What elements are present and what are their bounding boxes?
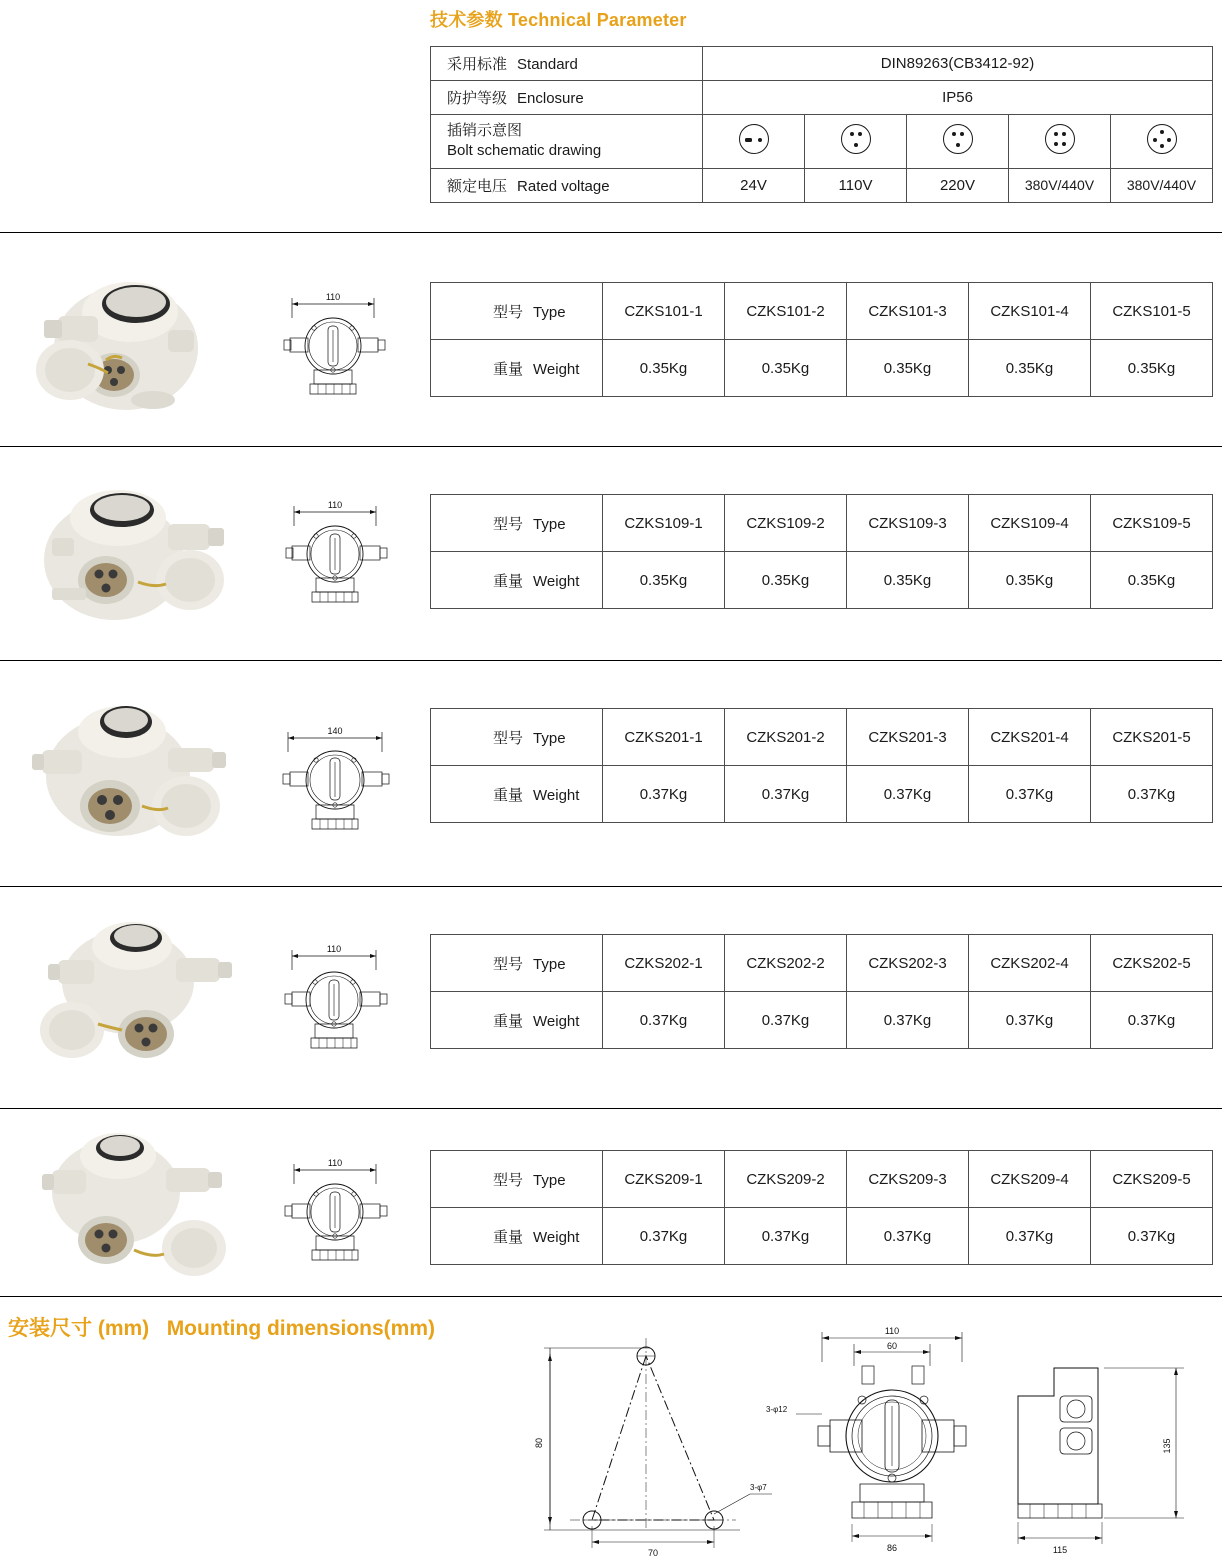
weight-value: 0.37Kg: [847, 1208, 969, 1265]
table-row: [431, 1151, 1213, 1208]
czks202-outline-drawing: [262, 930, 412, 1080]
svg-text:135: 135: [1162, 1438, 1172, 1454]
product-row-czks202: [0, 908, 1222, 1098]
table-row: [431, 992, 1213, 1049]
czks202-product-photo: [18, 912, 253, 1077]
bolt-4pin-icon: [1009, 115, 1111, 169]
standard-label: [431, 47, 703, 81]
weight-label: 重量 Weight: [431, 992, 603, 1049]
weight-value: 0.37Kg: [1091, 1208, 1213, 1265]
type-label: 型号 Type: [431, 283, 603, 340]
type-value: CZKS109-1: [603, 495, 725, 552]
table-row: [431, 766, 1213, 823]
weight-value: 0.37Kg: [847, 992, 969, 1049]
type-value: CZKS101-5: [1091, 283, 1213, 340]
side-view-drawing: [1018, 1368, 1184, 1555]
mounting-dimensions-title: [8, 1312, 435, 1342]
svg-text:86: 86: [886, 1543, 898, 1553]
czks109-outline-drawing: [262, 486, 412, 636]
weight-value: 0.35Kg: [969, 340, 1091, 397]
type-value: CZKS109-5: [1091, 495, 1213, 552]
type-value: CZKS109-3: [847, 495, 969, 552]
table-row: [431, 495, 1213, 552]
weight-value: 0.37Kg: [969, 992, 1091, 1049]
type-value: CZKS101-4: [969, 283, 1091, 340]
czks201-spec-table: [430, 708, 1213, 823]
mounting-title-cn: 安装尺寸 (mm): [8, 1317, 150, 1340]
czks209-spec-table: [430, 1150, 1213, 1265]
bolt-schematic-label-en: Bolt schematic drawing: [447, 142, 602, 160]
weight-value: 0.37Kg: [1091, 766, 1213, 823]
czks202-spec-table: [430, 934, 1213, 1049]
type-value: CZKS101-3: [847, 283, 969, 340]
czks201-product-photo: [18, 688, 253, 853]
type-value: CZKS201-3: [847, 709, 969, 766]
weight-value: 0.35Kg: [969, 552, 1091, 609]
weight-value: 0.37Kg: [603, 766, 725, 823]
type-value: CZKS201-2: [725, 709, 847, 766]
type-value: CZKS209-4: [969, 1151, 1091, 1208]
technical-parameter-title: [430, 6, 687, 32]
weight-value: 0.35Kg: [1091, 340, 1213, 397]
weight-label: 重量 Weight: [431, 766, 603, 823]
type-label: 型号 Type: [431, 1151, 603, 1208]
mounting-title-en: Mounting dimensions(mm): [166, 1317, 436, 1340]
type-value: CZKS201-5: [1091, 709, 1213, 766]
bolt-2pin-icon: [703, 115, 805, 169]
table-row-enclosure: [431, 81, 1213, 115]
czks109-spec-table: [430, 494, 1213, 609]
svg-text:115: 115: [1052, 1545, 1068, 1555]
table-row: [431, 340, 1213, 397]
svg-text:3-φ7: 3-φ7: [750, 1483, 767, 1492]
table-row: [431, 552, 1213, 609]
weight-value: 0.35Kg: [1091, 552, 1213, 609]
weight-value: 0.35Kg: [603, 552, 725, 609]
svg-text:3-φ12: 3-φ12: [766, 1405, 788, 1414]
czks101-outline-drawing: [262, 278, 412, 428]
weight-value: 0.37Kg: [725, 1208, 847, 1265]
svg-text:70: 70: [647, 1548, 659, 1556]
type-value: CZKS201-4: [969, 709, 1091, 766]
product-row-czks109: [0, 470, 1222, 650]
czks101-spec-table: [430, 282, 1213, 397]
svg-text:80: 80: [534, 1437, 544, 1449]
bolt-3pin-alt-icon: [907, 115, 1009, 169]
type-value: CZKS202-4: [969, 935, 1091, 992]
enclosure-label-cn: 防护等级: [447, 90, 508, 107]
section-divider: [0, 232, 1222, 233]
weight-value: 0.37Kg: [603, 1208, 725, 1265]
product-row-czks101: [0, 256, 1222, 436]
bolt-3pin-icon: [805, 115, 907, 169]
technical-parameter-table: [430, 46, 1213, 203]
czks101-product-photo: [18, 260, 253, 425]
svg-text:60: 60: [886, 1341, 898, 1351]
type-label: 型号 Type: [431, 935, 603, 992]
standard-label-en: Standard: [517, 56, 578, 73]
type-value: CZKS202-2: [725, 935, 847, 992]
weight-value: 0.37Kg: [969, 766, 1091, 823]
svg-text:110: 110: [884, 1326, 900, 1336]
type-value: CZKS202-1: [603, 935, 725, 992]
weight-label: 重量 Weight: [431, 1208, 603, 1265]
type-value: CZKS109-2: [725, 495, 847, 552]
weight-value: 0.37Kg: [725, 766, 847, 823]
weight-label: 重量 Weight: [431, 340, 603, 397]
czks209-product-photo: [18, 1122, 253, 1287]
weight-value: 0.37Kg: [725, 992, 847, 1049]
weight-value: 0.35Kg: [725, 340, 847, 397]
weight-label: 重量 Weight: [431, 552, 603, 609]
bolt-schematic-label: [431, 115, 703, 169]
standard-label-cn: 采用标准: [447, 56, 508, 73]
triangle-hole-pattern: [534, 1338, 772, 1556]
section-divider: [0, 660, 1222, 661]
table-row: [431, 283, 1213, 340]
product-row-czks201: [0, 684, 1222, 874]
weight-value: 0.35Kg: [847, 552, 969, 609]
bolt-4pin-ring-icon: [1111, 115, 1213, 169]
rated-voltage-label: [431, 168, 703, 202]
type-value: CZKS202-3: [847, 935, 969, 992]
rated-voltage-label-en: Rated voltage: [517, 177, 610, 195]
weight-value: 0.37Kg: [969, 1208, 1091, 1265]
type-label: 型号 Type: [431, 495, 603, 552]
type-value: CZKS209-3: [847, 1151, 969, 1208]
type-value: CZKS201-1: [603, 709, 725, 766]
voltage-value: 220V: [907, 168, 1009, 202]
front-view-drawing: [766, 1326, 966, 1553]
svg-text:110: 110: [325, 292, 341, 302]
table-row-bolt-schematic: [431, 115, 1213, 169]
voltage-value: 110V: [805, 168, 907, 202]
weight-value: 0.37Kg: [847, 766, 969, 823]
weight-value: 0.35Kg: [847, 340, 969, 397]
enclosure-value: IP56: [703, 81, 1213, 115]
type-value: CZKS109-4: [969, 495, 1091, 552]
svg-text:110: 110: [327, 500, 343, 510]
bolt-schematic-label-cn: 插销示意图: [447, 122, 523, 139]
section-divider: [0, 1296, 1222, 1297]
table-row: [431, 935, 1213, 992]
technical-parameter-title-en: Technical Parameter: [508, 10, 687, 30]
type-value: CZKS209-1: [603, 1151, 725, 1208]
svg-text:110: 110: [327, 1158, 343, 1168]
table-row: [431, 709, 1213, 766]
weight-value: 0.37Kg: [1091, 992, 1213, 1049]
table-row-standard: [431, 47, 1213, 81]
product-row-czks209: [0, 1122, 1222, 1292]
voltage-value: 380V/440V: [1111, 168, 1213, 202]
section-divider: [0, 446, 1222, 447]
svg-text:110: 110: [326, 944, 342, 954]
weight-value: 0.37Kg: [603, 992, 725, 1049]
weight-value: 0.35Kg: [725, 552, 847, 609]
voltage-value: 24V: [703, 168, 805, 202]
enclosure-label: [431, 81, 703, 115]
type-value: CZKS202-5: [1091, 935, 1213, 992]
mounting-dimension-drawings: [500, 1318, 1214, 1556]
table-row-rated-voltage: [431, 168, 1213, 202]
table-row: [431, 1208, 1213, 1265]
weight-value: 0.35Kg: [603, 340, 725, 397]
type-label: 型号 Type: [431, 709, 603, 766]
czks109-product-photo: [18, 470, 253, 635]
type-value: CZKS101-2: [725, 283, 847, 340]
type-value: CZKS209-2: [725, 1151, 847, 1208]
type-value: CZKS101-1: [603, 283, 725, 340]
svg-text:140: 140: [327, 726, 343, 736]
standard-value: DIN89263(CB3412-92): [703, 47, 1213, 81]
type-value: CZKS209-5: [1091, 1151, 1213, 1208]
enclosure-label-en: Enclosure: [517, 90, 584, 107]
rated-voltage-label-cn: 额定电压: [447, 177, 508, 195]
voltage-value: 380V/440V: [1009, 168, 1111, 202]
section-divider: [0, 1108, 1222, 1109]
czks209-outline-drawing: [262, 1146, 412, 1296]
section-divider: [0, 886, 1222, 887]
czks201-outline-drawing: [262, 712, 412, 862]
technical-parameter-title-cn: 技术参数: [430, 10, 503, 30]
